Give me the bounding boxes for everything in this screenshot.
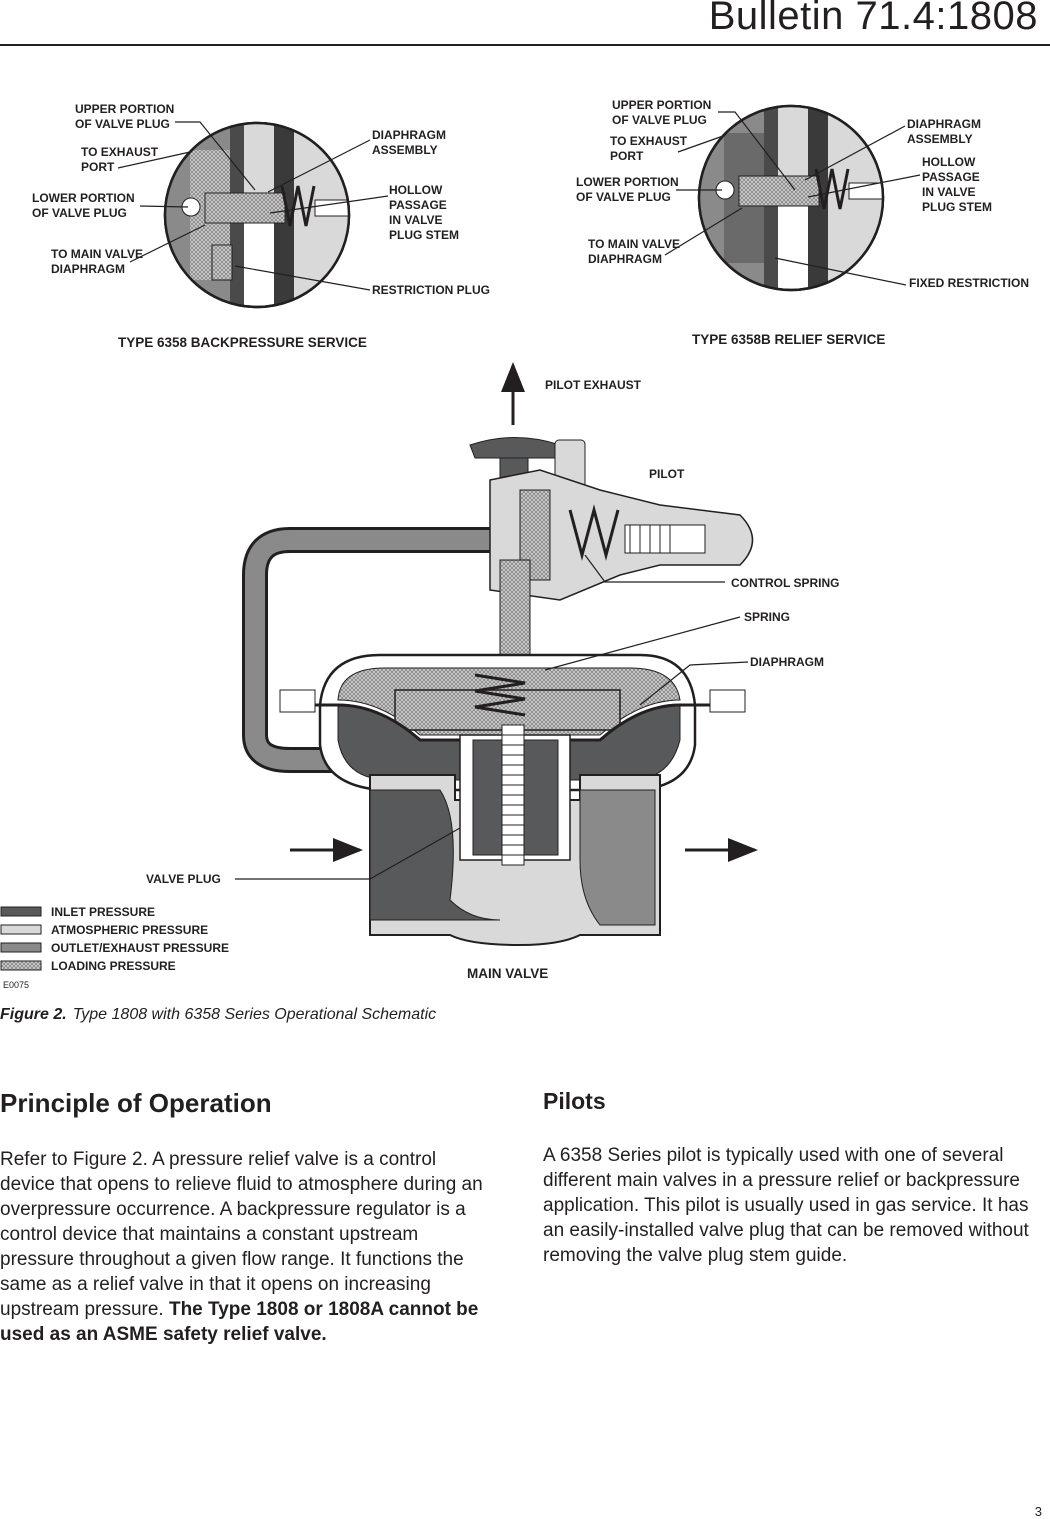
detail-circle-left <box>165 123 354 308</box>
bulletin-title: Bulletin 71.4:1808 <box>708 0 1038 38</box>
heading-principle: Principle of Operation <box>0 1088 272 1118</box>
legend-label-inlet: INLET PRESSURE <box>51 905 156 919</box>
label-main-valve: MAIN VALVE <box>467 966 549 981</box>
title-relief-service: TYPE 6358B RELIEF SERVICE <box>692 332 886 347</box>
label-diaphragm: DIAPHRAGM <box>750 655 824 669</box>
label-to-exhaust-right: TO EXHAUST PORT <box>610 134 688 163</box>
figure-caption <box>0 1006 436 1024</box>
legend-label-atmospheric: ATMOSPHERIC PRESSURE <box>51 923 209 937</box>
caption-label: Figure 2. <box>0 1006 67 1023</box>
header-rule <box>0 44 1050 46</box>
label-upper-portion-left: UPPER PORTION OF VALVE PLUG <box>75 102 175 131</box>
pilot-body <box>470 438 753 661</box>
detail-circle-right <box>699 106 888 291</box>
title-backpressure-service: TYPE 6358 BACKPRESSURE SERVICE <box>118 335 367 350</box>
section-principle <box>0 1088 495 1347</box>
label-to-main-valve-left: TO MAIN VALVE DIAPHRAGM <box>51 247 144 276</box>
principle-text: Refer to Figure 2. A pressure relief valve is a control device that opens to relieve fluid to atmosphere during an overpressure occurrence. A backpressure regulator is a control device that maintains a constant upstream pressure throughout a given flow range. It functions the same as a relief valve in that it opens on increasing upstream pressure. <box>0 1149 483 1320</box>
label-diaphragm-assembly-left: DIAPHRAGM ASSEMBLY <box>372 128 446 157</box>
label-pilot-exhaust: PILOT EXHAUST <box>545 378 642 392</box>
label-diaphragm-assembly-right: DIAPHRAGM ASSEMBLY <box>907 117 981 146</box>
principle-paragraph <box>0 1147 495 1347</box>
label-hollow-passage-right: HOLLOW PASSAGE IN VALVE PLUG STEM <box>922 155 993 214</box>
label-pilot: PILOT <box>649 467 685 481</box>
label-fixed-restriction: FIXED RESTRICTION <box>909 276 1030 290</box>
label-control-spring: CONTROL SPRING <box>731 576 840 590</box>
legend-swatch-atmospheric <box>1 925 41 934</box>
label-spring: SPRING <box>744 610 791 624</box>
legend-label-loading: LOADING PRESSURE <box>51 959 176 973</box>
figure-code: E0075 <box>3 980 30 990</box>
label-lower-portion-right: LOWER PORTION OF VALVE PLUG <box>576 175 679 204</box>
label-restriction-plug: RESTRICTION PLUG <box>372 283 491 297</box>
pilots-paragraph: A 6358 Series pilot is typically used with one of several different main valves in a pressure relief or backpressure application. This pilot is usually used in gas service. It has an easily-installed valve plug that can be removed without removing the valve plug stem guide. <box>543 1145 1029 1266</box>
page-number: 3 <box>1034 1504 1042 1519</box>
pressure-legend <box>1 905 229 973</box>
operational-schematic <box>0 60 1050 1000</box>
legend-swatch-outlet <box>1 943 41 952</box>
label-valve-plug: VALVE PLUG <box>146 872 221 886</box>
legend-label-outlet: OUTLET/EXHAUST PRESSURE <box>51 941 230 955</box>
caption-text: Type 1808 with 6358 Series Operational Schematic <box>72 1006 437 1023</box>
label-hollow-passage-left: HOLLOW PASSAGE IN VALVE PLUG STEM <box>389 183 460 242</box>
legend-swatch-inlet <box>1 907 41 916</box>
label-to-exhaust-left: TO EXHAUST PORT <box>81 145 159 174</box>
legend-swatch-loading <box>1 961 41 970</box>
label-to-main-valve-right: TO MAIN VALVE DIAPHRAGM <box>588 237 681 266</box>
principle-warning: The Type 1808 or 1808A cannot be used as an ASME safety relief valve. <box>0 1299 479 1345</box>
section-pilots <box>543 1088 1038 1268</box>
label-lower-portion-left: LOWER PORTION OF VALVE PLUG <box>32 191 135 220</box>
heading-pilots: Pilots <box>543 1088 606 1114</box>
label-upper-portion-right: UPPER PORTION OF VALVE PLUG <box>612 98 712 127</box>
